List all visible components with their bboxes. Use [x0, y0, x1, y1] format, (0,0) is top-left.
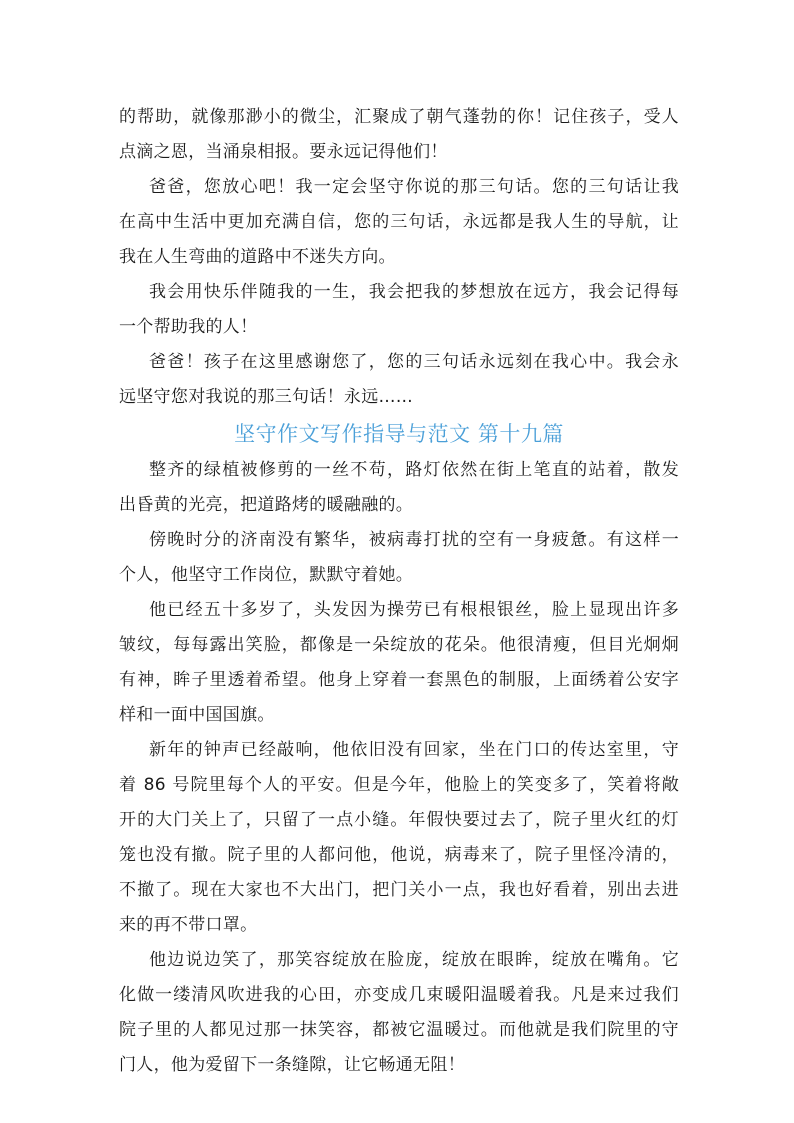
text-line: 远坚守您对我说的那三句话！永远……	[119, 387, 414, 407]
text-line: 样和一面中国国旗。	[119, 705, 275, 725]
text-line: 一个帮助我的人！	[119, 317, 258, 337]
text-line: 院子里的人都见过那一抹笑容，都被它温暖过。而他就是我们院里的守	[119, 1020, 679, 1040]
paragraph	[119, 593, 679, 733]
text-line: 爸爸！孩子在这里感谢您了，您的三句话永远刻在我心中。我会永	[149, 352, 679, 372]
paragraph-continued	[119, 100, 679, 170]
section-heading: 坚守作文写作指导与范文 第十九篇	[234, 422, 564, 446]
text-line: 有神，眸子里透着希望。他身上穿着一套黑色的制服，上面绣着公安字	[119, 670, 679, 690]
text-line: 的帮助，就像那渺小的微尘，汇聚成了朝气蓬勃的你！记住孩子，受人	[119, 107, 679, 127]
text-line: 爸爸，您放心吧！我一定会坚守你说的那三句话。您的三句话让我	[149, 177, 679, 197]
text-line: 不撤了。现在大家也不大出门，把门关小一点，我也好看着，别出去进	[119, 880, 679, 900]
text-line: 门人，他为爱留下一条缝隙，让它畅通无阻！	[119, 1055, 465, 1075]
text-line: 皱纹，每每露出笑脸，都像是一朵绽放的花朵。他很清瘦，但目光炯炯	[119, 635, 679, 655]
paragraph	[119, 523, 679, 593]
text-line: 开的大门关上了，只留了一点小缝。年假快要过去了，院子里火红的灯	[119, 810, 679, 830]
paragraph	[119, 275, 679, 345]
text-line: 着 86 号院里每个人的平安。但是今年，他脸上的笑变多了，笑着将敞	[119, 775, 679, 795]
text-line: 整齐的绿植被修剪的一丝不苟，路灯依然在街上笔直的站着，散发	[149, 460, 679, 480]
text-line: 出昏黄的光亮，把道路烤的暖融融的。	[119, 495, 414, 515]
text-line: 我会用快乐伴随我的一生，我会把我的梦想放在远方，我会记得每	[149, 282, 679, 302]
text-line: 个人，他坚守工作岗位，默默守着她。	[119, 565, 414, 585]
text-line: 笼也没有撤。院子里的人都问他，他说，病毒来了，院子里怪冷清的，	[119, 845, 679, 865]
paragraph	[119, 170, 679, 275]
text-line: 傍晚时分的济南没有繁华，被病毒打扰的空有一身疲惫。有这样一	[149, 530, 679, 550]
paragraph	[119, 733, 679, 943]
paragraph	[119, 453, 679, 523]
paragraph	[119, 943, 679, 1083]
text-line: 化做一缕清风吹进我的心田，亦变成几束暖阳温暖着我。凡是来过我们	[119, 985, 679, 1005]
text-line: 来的再不带口罩。	[119, 915, 258, 935]
paragraph	[119, 345, 679, 415]
text-line: 他已经五十多岁了，头发因为操劳已有根根银丝，脸上显现出许多	[149, 600, 679, 620]
text-line: 新年的钟声已经敲响，他依旧没有回家，坐在门口的传达室里，守	[149, 740, 679, 760]
text-line: 他边说边笑了，那笑容绽放在脸庞，绽放在眼眸，绽放在嘴角。它	[149, 950, 679, 970]
text-line: 点滴之恩，当涌泉相报。要永远记得他们！	[119, 142, 448, 162]
text-line: 我在人生弯曲的道路中不迷失方向。	[119, 247, 396, 267]
text-line: 在高中生活中更加充满自信，您的三句话，永远都是我人生的导航，让	[119, 212, 679, 232]
document-page	[119, 100, 679, 1083]
